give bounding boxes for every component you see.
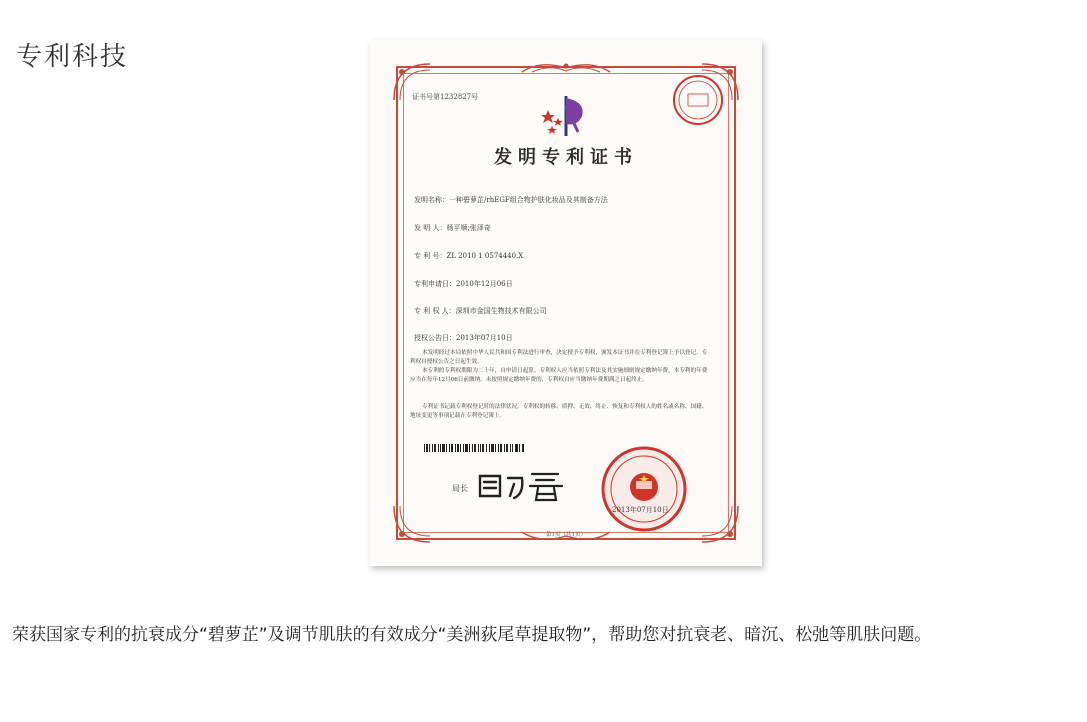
certificate-number: 证书号第1232827号 [412, 93, 479, 101]
patent-description-caption: 荣获国家专利的抗衰成分“碧萝芷”及调节肌肤的有效成分“美洲荻尾草提取物”，帮助您对抗衰老、暗沉、松弛等肌肤问题。 [12, 625, 932, 645]
top-right-seal-icon [672, 74, 724, 126]
director-label: 局长 [452, 484, 468, 493]
grant-date-field: 授权公告日：2013年07月10日 [414, 334, 513, 342]
filing-date-field: 专利申请日：2010年12月06日 [414, 280, 513, 288]
corner-ornament-icon [698, 502, 742, 546]
corner-ornament-icon [390, 502, 434, 546]
patent-number-field: 专 利 号：ZL 2010 1 0574440.X [414, 252, 524, 260]
official-seal-icon [600, 445, 688, 533]
director-signature-icon [474, 468, 570, 502]
seal-date: 2013年07月10日 [612, 506, 669, 514]
top-ornament-icon [520, 58, 612, 76]
page-number: 第1页（共1页） [546, 532, 586, 538]
invention-name-field: 发明名称：一种碧萝芷/rhEGF组合物护肤化妆品及其制备方法 [414, 196, 608, 204]
inventor-field: 发 明 人：杨平顺;张泽奇 [414, 224, 491, 232]
certificate-paragraph: 本专利的专利权期限为二十年，自申请日起算。专利权人应当依照专利法及其实施细则规定缴纳年费。本专利的年费应当在每年12月06日前缴纳。未按照规定缴纳年费的，专利权自应当缴纳年费期满之日起终止。 [410, 368, 708, 383]
certificate-paragraph: 本发明经过本局依照中华人民共和国专利法进行审查，决定授予专利权，颁发本证书并在专利登记簿上予以登记。专利权自授权公告之日起生效。 [410, 350, 708, 365]
patent-office-emblem-icon [538, 92, 594, 140]
patentee-field: 专 利 权 人：深圳市金国生物技术有限公司 [414, 307, 547, 315]
barcode-icon [424, 444, 524, 452]
section-title: 专利科技 [16, 42, 129, 72]
certificate-title: 发明专利证书 [494, 147, 638, 168]
certificate-paragraph: 专利证书记载专利权登记时的法律状况。专利权的转移、质押、无效、终止、恢复和专利权人的姓名或名称、国籍、地址变更等事项记载在专利登记簿上。 [410, 404, 708, 419]
patent-certificate-image [370, 40, 762, 566]
